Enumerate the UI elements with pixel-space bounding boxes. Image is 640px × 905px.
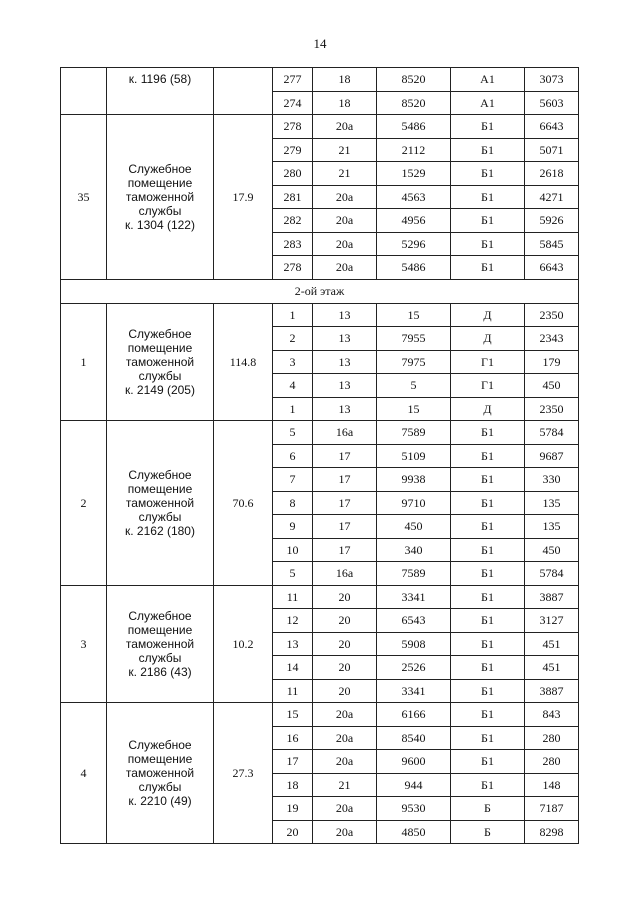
level-cell: 20а bbox=[313, 232, 377, 256]
code-cell: 8520 bbox=[377, 91, 451, 115]
room-number-cell: 1 bbox=[61, 303, 107, 421]
value-cell: 280 bbox=[525, 750, 579, 774]
room-description-line: Служебное bbox=[128, 738, 192, 752]
point-cell: 277 bbox=[273, 68, 313, 92]
point-cell: 279 bbox=[273, 138, 313, 162]
level-cell: 18 bbox=[313, 91, 377, 115]
value-cell: 450 bbox=[525, 374, 579, 398]
point-cell: 13 bbox=[273, 632, 313, 656]
table-row bbox=[61, 421, 579, 445]
point-cell: 5 bbox=[273, 421, 313, 445]
point-cell: 7 bbox=[273, 468, 313, 492]
value-cell: 135 bbox=[525, 491, 579, 515]
table-row bbox=[61, 303, 579, 327]
category-cell: Б1 bbox=[451, 750, 525, 774]
room-description-line: Служебное bbox=[128, 467, 192, 482]
level-cell: 20а bbox=[313, 256, 377, 280]
point-cell: 14 bbox=[273, 656, 313, 680]
category-cell: Б1 bbox=[451, 515, 525, 539]
category-cell: Б1 bbox=[451, 115, 525, 139]
level-cell: 20а bbox=[313, 797, 377, 821]
category-cell: Б1 bbox=[451, 162, 525, 186]
value-cell: 2350 bbox=[525, 397, 579, 421]
room-description-line: помещение bbox=[127, 752, 193, 766]
code-cell: 4850 bbox=[377, 820, 451, 844]
code-cell: 9600 bbox=[377, 750, 451, 774]
room-description-cell bbox=[107, 421, 214, 586]
room-description-cell bbox=[107, 68, 214, 115]
value-cell: 135 bbox=[525, 515, 579, 539]
value-cell: 451 bbox=[525, 632, 579, 656]
area-cell: 10.2 bbox=[214, 585, 273, 703]
category-cell: Б1 bbox=[451, 256, 525, 280]
code-cell: 9530 bbox=[377, 797, 451, 821]
room-description-line: к. 2186 (43) bbox=[128, 664, 192, 679]
code-cell: 5 bbox=[377, 374, 451, 398]
level-cell: 20а bbox=[313, 185, 377, 209]
category-cell: Б1 bbox=[451, 185, 525, 209]
category-cell: Б1 bbox=[451, 773, 525, 797]
point-cell: 10 bbox=[273, 538, 313, 562]
level-cell: 17 bbox=[313, 538, 377, 562]
room-description-line: таможенной bbox=[125, 354, 195, 369]
point-cell: 6 bbox=[273, 444, 313, 468]
code-cell: 5486 bbox=[377, 115, 451, 139]
room-description-line: помещение bbox=[127, 622, 193, 637]
value-cell: 450 bbox=[525, 538, 579, 562]
code-cell: 1529 bbox=[377, 162, 451, 186]
page-number: 14 bbox=[313, 36, 327, 51]
category-cell: А1 bbox=[451, 91, 525, 115]
value-cell: 3887 bbox=[525, 679, 579, 703]
table-body bbox=[61, 68, 579, 844]
value-cell: 148 bbox=[525, 773, 579, 797]
table-row bbox=[61, 68, 579, 92]
level-cell: 17 bbox=[313, 491, 377, 515]
category-cell: Б1 bbox=[451, 444, 525, 468]
category-cell: Б bbox=[451, 820, 525, 844]
level-cell: 20 bbox=[313, 656, 377, 680]
point-cell: 282 bbox=[273, 209, 313, 233]
value-cell: 5071 bbox=[525, 138, 579, 162]
category-cell: Б1 bbox=[451, 232, 525, 256]
level-cell: 13 bbox=[313, 327, 377, 351]
room-description-line: службы bbox=[138, 509, 182, 524]
point-cell: 3 bbox=[273, 350, 313, 374]
point-cell: 16 bbox=[273, 726, 313, 750]
level-cell: 13 bbox=[313, 350, 377, 374]
code-cell: 9938 bbox=[377, 468, 451, 492]
value-cell: 6643 bbox=[525, 256, 579, 280]
value-cell: 9687 bbox=[525, 444, 579, 468]
room-description-line: к. 2162 (180) bbox=[125, 523, 195, 538]
level-cell: 17 bbox=[313, 444, 377, 468]
room-description-line: к. 2149 (205) bbox=[125, 382, 195, 397]
level-cell: 18 bbox=[313, 68, 377, 92]
value-cell: 5784 bbox=[525, 421, 579, 445]
area-cell: 114.8 bbox=[214, 303, 273, 421]
table-row bbox=[61, 703, 579, 727]
code-cell: 6166 bbox=[377, 703, 451, 727]
level-cell: 20 bbox=[313, 632, 377, 656]
room-description-cell bbox=[107, 703, 214, 844]
area-cell: 70.6 bbox=[214, 421, 273, 586]
code-cell: 2526 bbox=[377, 656, 451, 680]
level-cell: 16а bbox=[313, 562, 377, 586]
room-description-line: помещение bbox=[127, 481, 193, 496]
category-cell: Б1 bbox=[451, 585, 525, 609]
room-description-line: помещение bbox=[127, 175, 193, 190]
floor-header: 2-ой этаж bbox=[61, 279, 579, 303]
code-cell: 450 bbox=[377, 515, 451, 539]
room-description-line: таможенной bbox=[125, 189, 195, 204]
room-number-cell: 35 bbox=[61, 115, 107, 280]
point-cell: 17 bbox=[273, 750, 313, 774]
category-cell: Б1 bbox=[451, 138, 525, 162]
code-cell: 4956 bbox=[377, 209, 451, 233]
room-number-cell bbox=[61, 68, 107, 115]
category-cell: Б1 bbox=[451, 632, 525, 656]
level-cell: 20а bbox=[313, 209, 377, 233]
floor-header-row bbox=[61, 279, 579, 303]
code-cell: 3341 bbox=[377, 585, 451, 609]
room-description-line: Служебное bbox=[128, 326, 192, 341]
level-cell: 16а bbox=[313, 421, 377, 445]
category-cell: Б1 bbox=[451, 609, 525, 633]
value-cell: 4271 bbox=[525, 185, 579, 209]
code-cell: 7589 bbox=[377, 421, 451, 445]
room-description-line: к. 2210 (49) bbox=[128, 794, 192, 808]
category-cell: Б1 bbox=[451, 209, 525, 233]
level-cell: 21 bbox=[313, 773, 377, 797]
category-cell: Б1 bbox=[451, 562, 525, 586]
code-cell: 944 bbox=[377, 773, 451, 797]
point-cell: 18 bbox=[273, 773, 313, 797]
level-cell: 21 bbox=[313, 138, 377, 162]
value-cell: 3073 bbox=[525, 68, 579, 92]
level-cell: 21 bbox=[313, 162, 377, 186]
value-cell: 280 bbox=[525, 726, 579, 750]
category-cell: Г1 bbox=[451, 350, 525, 374]
value-cell: 451 bbox=[525, 656, 579, 680]
room-description-line: к. 1196 (58) bbox=[128, 72, 192, 86]
level-cell: 20 bbox=[313, 679, 377, 703]
category-cell: Б1 bbox=[451, 468, 525, 492]
value-cell: 2350 bbox=[525, 303, 579, 327]
code-cell: 3341 bbox=[377, 679, 451, 703]
category-cell: Б1 bbox=[451, 421, 525, 445]
value-cell: 5603 bbox=[525, 91, 579, 115]
code-cell: 8540 bbox=[377, 726, 451, 750]
value-cell: 8298 bbox=[525, 820, 579, 844]
point-cell: 12 bbox=[273, 609, 313, 633]
point-cell: 274 bbox=[273, 91, 313, 115]
code-cell: 340 bbox=[377, 538, 451, 562]
point-cell: 281 bbox=[273, 185, 313, 209]
room-description-line: таможенной bbox=[125, 495, 195, 510]
room-description-cell bbox=[107, 585, 214, 703]
category-cell: Б1 bbox=[451, 491, 525, 515]
code-cell: 5109 bbox=[377, 444, 451, 468]
code-cell: 6543 bbox=[377, 609, 451, 633]
area-cell: 27.3 bbox=[214, 703, 273, 844]
value-cell: 5784 bbox=[525, 562, 579, 586]
point-cell: 5 bbox=[273, 562, 313, 586]
room-description-line: службы bbox=[138, 650, 182, 665]
value-cell: 2343 bbox=[525, 327, 579, 351]
point-cell: 1 bbox=[273, 303, 313, 327]
room-description-line: помещение bbox=[127, 340, 193, 355]
point-cell: 283 bbox=[273, 232, 313, 256]
point-cell: 278 bbox=[273, 256, 313, 280]
category-cell: Б1 bbox=[451, 726, 525, 750]
room-number-cell: 3 bbox=[61, 585, 107, 703]
value-cell: 5845 bbox=[525, 232, 579, 256]
value-cell: 7187 bbox=[525, 797, 579, 821]
category-cell: Б bbox=[451, 797, 525, 821]
room-number-cell: 4 bbox=[61, 703, 107, 844]
room-description-line: службы bbox=[138, 780, 182, 794]
code-cell: 8520 bbox=[377, 68, 451, 92]
level-cell: 13 bbox=[313, 397, 377, 421]
value-cell: 3887 bbox=[525, 585, 579, 609]
category-cell: Д bbox=[451, 397, 525, 421]
category-cell: Д bbox=[451, 303, 525, 327]
level-cell: 17 bbox=[313, 515, 377, 539]
point-cell: 15 bbox=[273, 703, 313, 727]
point-cell: 278 bbox=[273, 115, 313, 139]
room-description-line: таможенной bbox=[125, 766, 195, 780]
code-cell: 5486 bbox=[377, 256, 451, 280]
value-cell: 3127 bbox=[525, 609, 579, 633]
level-cell: 20а bbox=[313, 703, 377, 727]
table-row bbox=[61, 585, 579, 609]
point-cell: 19 bbox=[273, 797, 313, 821]
code-cell: 15 bbox=[377, 397, 451, 421]
value-cell: 6643 bbox=[525, 115, 579, 139]
room-description-line: Служебное bbox=[128, 608, 192, 623]
level-cell: 20а bbox=[313, 115, 377, 139]
point-cell: 11 bbox=[273, 585, 313, 609]
room-description-line: службы bbox=[138, 368, 182, 383]
level-cell: 13 bbox=[313, 374, 377, 398]
category-cell: Б1 bbox=[451, 656, 525, 680]
category-cell: Б1 bbox=[451, 703, 525, 727]
code-cell: 7955 bbox=[377, 327, 451, 351]
level-cell: 20а bbox=[313, 726, 377, 750]
code-cell: 2112 bbox=[377, 138, 451, 162]
category-cell: Д bbox=[451, 327, 525, 351]
level-cell: 20а bbox=[313, 820, 377, 844]
category-cell: А1 bbox=[451, 68, 525, 92]
point-cell: 4 bbox=[273, 374, 313, 398]
level-cell: 17 bbox=[313, 468, 377, 492]
level-cell: 20 bbox=[313, 585, 377, 609]
category-cell: Г1 bbox=[451, 374, 525, 398]
point-cell: 8 bbox=[273, 491, 313, 515]
point-cell: 11 bbox=[273, 679, 313, 703]
value-cell: 5926 bbox=[525, 209, 579, 233]
value-cell: 843 bbox=[525, 703, 579, 727]
level-cell: 20 bbox=[313, 609, 377, 633]
point-cell: 1 bbox=[273, 397, 313, 421]
point-cell: 280 bbox=[273, 162, 313, 186]
code-cell: 9710 bbox=[377, 491, 451, 515]
room-description-line: таможенной bbox=[125, 636, 195, 651]
code-cell: 4563 bbox=[377, 185, 451, 209]
point-cell: 20 bbox=[273, 820, 313, 844]
code-cell: 7975 bbox=[377, 350, 451, 374]
value-cell: 179 bbox=[525, 350, 579, 374]
code-cell: 5296 bbox=[377, 232, 451, 256]
room-description-line: к. 1304 (122) bbox=[125, 217, 195, 232]
room-number-cell: 2 bbox=[61, 421, 107, 586]
category-cell: Б1 bbox=[451, 679, 525, 703]
point-cell: 2 bbox=[273, 327, 313, 351]
area-cell: 17.9 bbox=[214, 115, 273, 280]
area-cell bbox=[214, 68, 273, 115]
code-cell: 7589 bbox=[377, 562, 451, 586]
room-description-line: службы bbox=[138, 203, 182, 218]
value-cell: 2618 bbox=[525, 162, 579, 186]
room-description-cell bbox=[107, 303, 214, 421]
level-cell: 13 bbox=[313, 303, 377, 327]
code-cell: 5908 bbox=[377, 632, 451, 656]
point-cell: 9 bbox=[273, 515, 313, 539]
level-cell: 20а bbox=[313, 750, 377, 774]
table-row bbox=[61, 115, 579, 139]
code-cell: 15 bbox=[377, 303, 451, 327]
room-description-line: Служебное bbox=[128, 161, 192, 176]
value-cell: 330 bbox=[525, 468, 579, 492]
category-cell: Б1 bbox=[451, 538, 525, 562]
room-description-cell bbox=[107, 115, 214, 280]
data-table bbox=[60, 67, 579, 844]
